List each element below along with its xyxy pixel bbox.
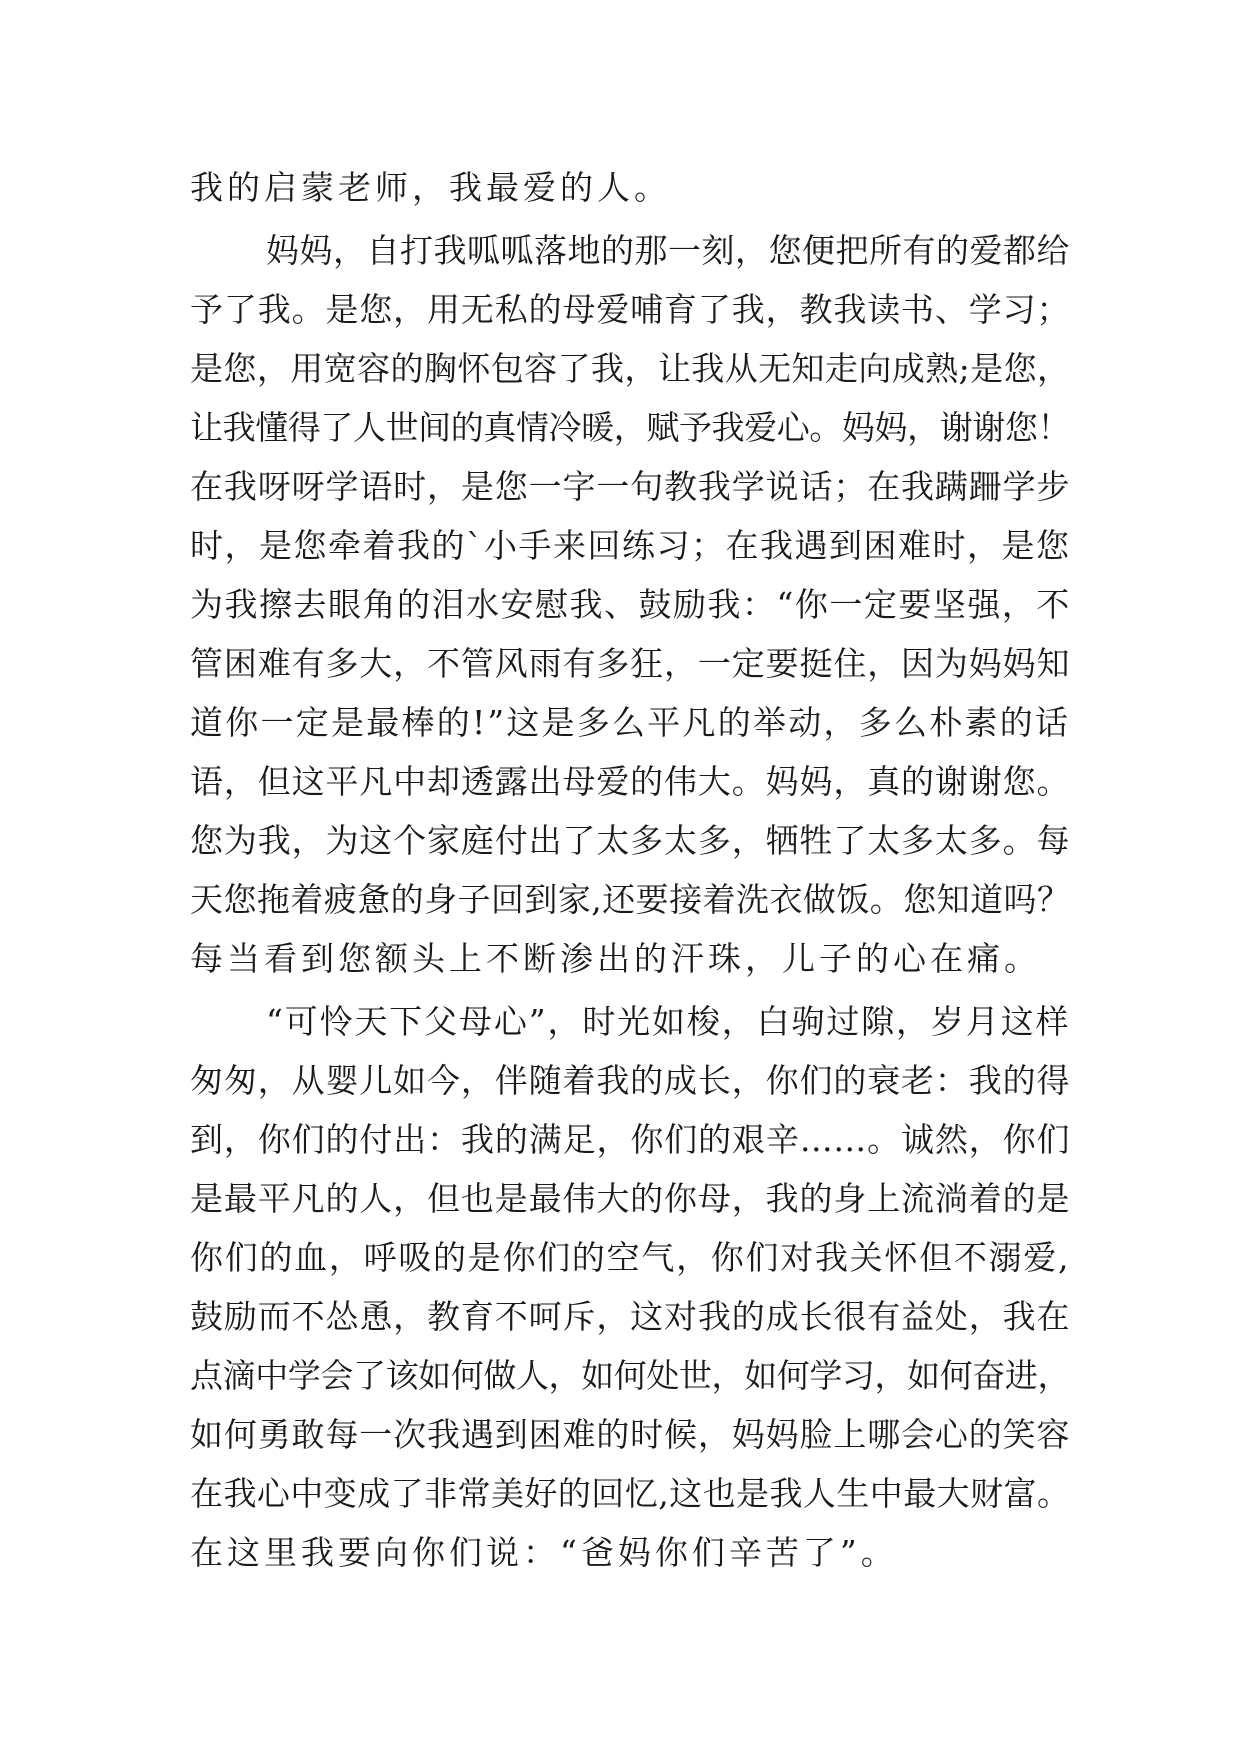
text-line: 予了我。是您，用无私的母爱哺育了我，教我读书、学习； (190, 290, 1070, 329)
text-line: 为我擦去眼角的泪水安慰我、鼓励我：“你一定要坚强，不 (190, 585, 1071, 624)
text-line: 在我呀呀学语时，是您一字一句教我学说话；在我蹒跚学步 (190, 467, 1070, 506)
text-line: 我的启蒙老师，我最爱的人。 (190, 168, 671, 207)
text-line: “可怜天下父母心”，时光如梭，白驹过隙，岁月这样 (266, 1002, 1070, 1041)
text-line: 管困难有多大，不管风雨有多狂，一定要挺住，因为妈妈知 (190, 644, 1070, 683)
text-line: 在我心中变成了非常美好的回忆,这也是我人生中最大财富。 (190, 1474, 1070, 1513)
text-line: 是您，用宽容的胸怀包容了我，让我从无知走向成熟;是您， (190, 349, 1070, 388)
text-line: 到，你们的付出：我的满足，你们的艰辛……。诚然，你们 (190, 1120, 1070, 1159)
text-line: 语，但这平凡中却透露出母爱的伟大。妈妈，真的谢谢您。 (190, 762, 1070, 801)
text-line: 让我懂得了人世间的真情冷暖，赋予我爱心。妈妈，谢谢您！ (190, 408, 1070, 447)
text-line: 天您拖着疲惫的身子回到家,还要接着洗衣做饭。您知道吗？ (190, 880, 1070, 919)
essay-body (190, 158, 1070, 1582)
text-line: 妈妈，自打我呱呱落地的那一刻，您便把所有的爱都给 (266, 231, 1070, 270)
text-line: 每当看到您额头上不断渗出的汗珠，儿子的心在痛。 (190, 939, 1041, 978)
text-line: 道你一定是最棒的!”这是多么平凡的举动，多么朴素的话 (190, 703, 1070, 742)
text-line: 是最平凡的人，但也是最伟大的你母，我的身上流淌着的是 (190, 1179, 1070, 1218)
text-line: 匆匆，从婴儿如今，伴随着我的成长，你们的衰老：我的得 (190, 1061, 1070, 1100)
text-line: 如何勇敢每一次我遇到困难的时候，妈妈脸上哪会心的笑容 (190, 1415, 1070, 1454)
text-line: 您为我，为这个家庭付出了太多太多，牺牲了太多太多。每 (190, 821, 1070, 860)
text-line: 时，是您牵着我的`小手来回练习；在我遇到困难时，是您 (190, 526, 1071, 565)
text-line: 点滴中学会了该如何做人，如何处世，如何学习，如何奋进， (190, 1356, 1070, 1395)
text-line: 鼓励而不怂恿，教育不呵斥，这对我的成长很有益处，我在 (190, 1297, 1070, 1336)
text-line: 在这里我要向你们说：“爸妈你们辛苦了”。 (190, 1533, 898, 1572)
text-line: 你们的血，呼吸的是你们的空气，你们对我关怀但不溺爱, (190, 1238, 1070, 1277)
